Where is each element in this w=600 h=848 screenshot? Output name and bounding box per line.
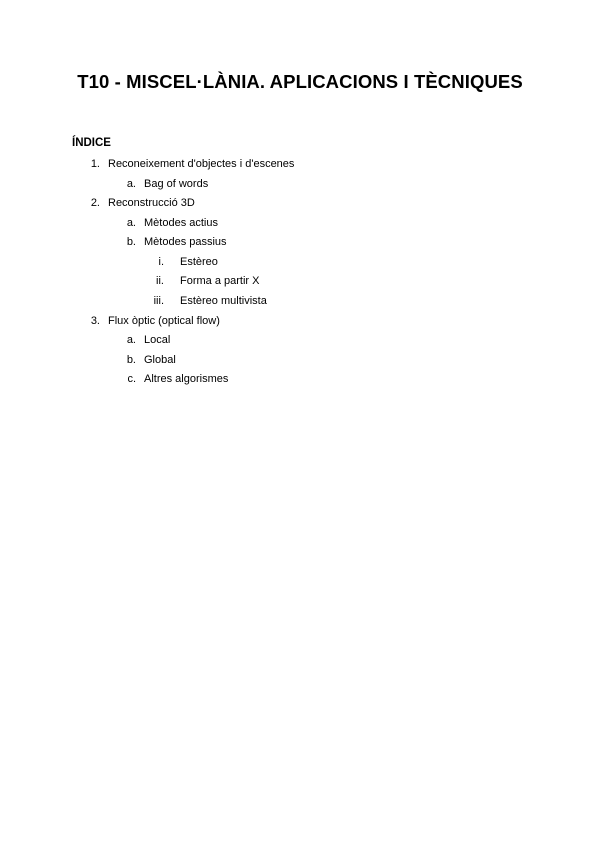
toc-item-marker: 2. [90, 197, 100, 209]
toc-item-label: Forma a partir X [180, 275, 260, 287]
toc-item-label: Global [144, 354, 176, 366]
toc-item-label: Estèreo multivista [180, 295, 267, 307]
toc-item-marker: i. [158, 256, 164, 268]
toc-item-label: Flux òptic (optical flow) [108, 315, 220, 327]
toc-item-label: Reconeixement d'objectes i d'escenes [108, 158, 295, 170]
toc-item-marker: a. [126, 178, 136, 190]
toc-item-label: Reconstrucció 3D [108, 197, 195, 209]
toc-item-marker: c. [127, 373, 136, 385]
toc-item-label: Mètodes passius [144, 236, 227, 248]
toc-item-marker: b. [126, 236, 136, 248]
toc-item-label: Altres algorismes [144, 373, 229, 385]
toc-item-marker: a. [126, 217, 136, 229]
toc-item-marker: b. [126, 354, 136, 366]
toc-item-label: Mètodes actius [144, 217, 218, 229]
toc-item-marker: a. [126, 334, 136, 346]
toc-item-marker: ii. [156, 275, 164, 287]
toc-heading: ÍNDICE [72, 137, 111, 149]
page-title: T10 - MISCEL·LÀNIA. APLICACIONS I TÈCNIQUES [77, 71, 523, 92]
toc-item-marker: 1. [90, 158, 100, 170]
toc-item-marker: iii. [153, 295, 164, 307]
toc-item-label: Estèreo [180, 256, 218, 268]
toc-item-label: Bag of words [144, 178, 209, 190]
toc-item-marker: 3. [90, 315, 100, 327]
toc-item-label: Local [144, 334, 171, 346]
